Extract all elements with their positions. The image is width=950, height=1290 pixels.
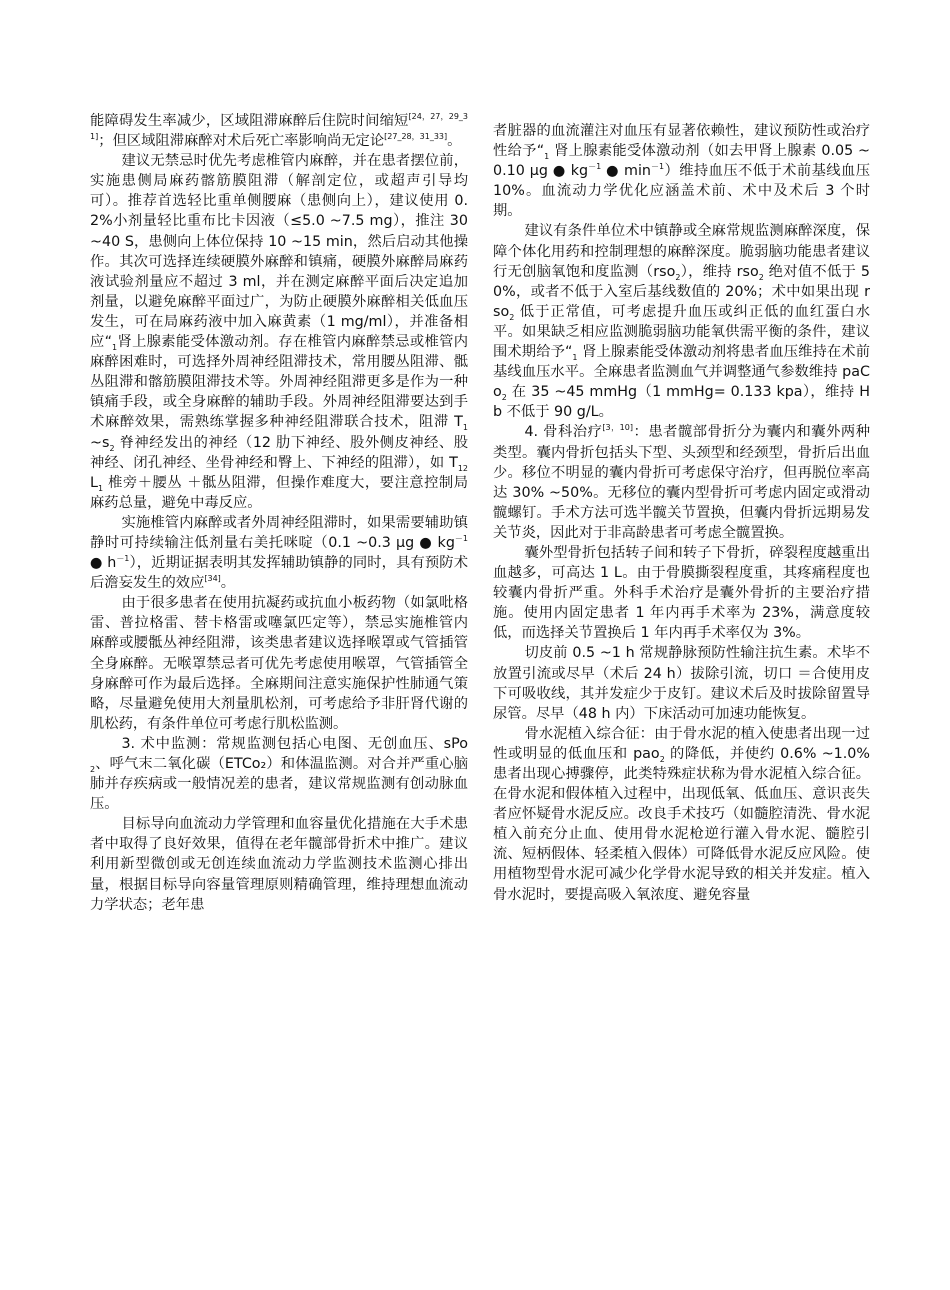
superscript: －1: [588, 162, 602, 172]
text-run: 骨水泥植入综合征：由于骨水泥的植入使患者出现一过性或明显的低血压和 pao: [493, 725, 870, 762]
paragraph: 目标导向血流动力学管理和血容量优化措施在大手术患者中取得了良好效果，值得在老年髋部骨折术中推广。建议利用新型微创或无创连续血流动力学监测技术监测心排出量，根据目标导向容量管理原则精确管理，维持理想血流动力学状态；老年患: [90, 816, 468, 913]
paragraph: [493, 221, 870, 422]
subscript: 12: [457, 463, 468, 473]
text-run: 。: [447, 133, 462, 150]
subscript: 2: [109, 443, 115, 453]
paragraph: [493, 724, 870, 905]
subscript: 2: [758, 272, 764, 282]
text-run: 能障碍发生率减少，区域阻滞麻醉后住院时间缩短: [90, 113, 409, 129]
text-run: ~s: [90, 434, 110, 451]
text-run: 低于正常值，可考虑提升血压或纠正低的血红蛋白水平。如果缺乏相应监测脆弱脑功能氧供需平衡的条件，建议围术期给予“: [493, 303, 870, 361]
citation: [27_28，31_33]: [384, 132, 448, 142]
paragraph: [90, 734, 468, 814]
left-column: [90, 111, 468, 915]
text-run: ），维持 rso: [680, 263, 759, 280]
text-run: 椎旁＋腰丛 ＋骶丛阻滞，但操作难度大，要注意控制局麻药总量，避免中毒反应。: [90, 474, 468, 511]
subscript: 1: [462, 423, 468, 433]
subscript: 1: [544, 151, 550, 161]
text-run: 实施椎管内麻醉或者外周神经阻滞时，如果需要辅助镇静时可持续输注低剂量右美托咪啶（0.1 ~0.3 μg ● kg: [90, 514, 468, 551]
superscript: －1: [454, 534, 468, 544]
right-column: [493, 121, 870, 905]
text-run: ● h: [90, 555, 117, 572]
paragraph: 囊外型骨折包括转子间和转子下骨折，碎裂程度越重出血越多，可高达 1 L。由于骨膜撕裂程度重，其疼痛程度也较囊内骨折严重。外科手术治疗是囊外骨折的主要治疗措施。使用内固定患者 1 年内再手术率为 23%，满意度较低，而选择关节置换后 1 年内再手术率仅为 3%。: [493, 544, 870, 642]
text-run: 3. 术中监测：常规监测包括心电图、无创血压、sPo: [121, 735, 468, 752]
paragraph: [493, 121, 870, 221]
subscript: 1: [572, 352, 578, 362]
text-run: 肾上腺素能受体激动剂（如去甲肾上腺素 0.05 ~0.10 μg ● kg: [493, 143, 870, 180]
subscript: 2: [509, 312, 515, 322]
text-run: 在 35 ~45 mmHg（1 mmHg= 0.133 kpa），维持 Hb 不低于 90 g/L。: [493, 384, 870, 421]
text-run: ：患者髋部骨折分为囊内和囊外两种类型。囊内骨折包括头下型、头颈型和经颈型，骨折后出血少。移位不明显的囊内骨折可考虑保守治疗，但再脱位率高达 30% ~50%。无移位的囊内型骨折可考虑内固定或滑动髋螺钉。手术方法可选半髋关节置换，但囊内骨折远期易发关节炎，因此对于非高龄患者可考虑全髋置换。: [493, 424, 871, 541]
paragraph: [493, 422, 870, 543]
text-run: 肾上腺素能受体激动剂。存在椎管内麻醉禁忌或椎管内麻醉困难时，可选择外周神经阻滞技术，常用腰丛阻滞、骶丛阻滞和髂筋膜阻滞技术等。外周神经阻滞更多是作为一种镇痛手段，或全身麻醉的辅助手段。外周神经阻滞要达到手术麻醉效果，需熟练掌握多种神经阻滞联合技术，阻滞 T: [90, 334, 468, 431]
citation: [34]: [204, 574, 221, 584]
paragraph: [90, 513, 468, 593]
text-run: 、呼气末二氧化碳（ETCo₂）和体温监测。对合并严重心脑肺并存疾病或一般情况差的患者，建议常规监测有创动脉血压。: [90, 756, 468, 813]
superscript: －1: [650, 162, 665, 172]
text-run: 。: [220, 575, 236, 592]
paragraph: 切皮前 0.5 ~1 h 常规静脉预防性输注抗生素。术毕不放置引流或尽早（术后 24 h）拔除引流，切口 ＝合使用皮下可吸收线，其并发症少于皮钉。建议术后及时拔除留置导尿管。尽早（48 h 内）下床活动可加速功能恢复。: [493, 645, 870, 722]
text-run: 绝对值不低于 50%，或者不低于入室后基线数值的 20%；术中如果出现 rso: [493, 263, 871, 320]
subscript: 2: [659, 754, 665, 764]
subscript: 1: [97, 483, 104, 493]
text-run: 肾上腺素能受体激动剂将患者血压维持在术前基线血压水平。全麻患者监测血气并调整通气参数维持 paCo: [493, 344, 871, 401]
text-run: 建议无禁忌时优先考虑椎管内麻醉，并在患者摆位前，实施患侧局麻药髂筋膜阻滞（解剖定位，或超声引导均可）。推荐首选轻比重单侧腰麻（患侧向上），建议使用 0.2%小剂量轻比重布比卡因液（≤5.0 ~7.5 mg），推注 30 ~40 S，患侧向上体位保持 10 ~15 min，然后启动其他操作。其次可选择连续硬膜外麻醉和镇痛，硬膜外麻醉局麻药液试验剂量应不超过 3 ml，并在测定麻醉平面后决定追加剂量，以避免麻醉平面过广，为防止硬膜外麻醉相关低血压发生，可在局麻药液中加入麻黄素（1 mg/ml），并准备相应“: [90, 153, 468, 351]
subscript: 1: [112, 342, 118, 352]
paragraph: [90, 111, 468, 151]
text-run: ；但区域阻滞麻醉对术后死亡率影响尚无定论: [98, 133, 385, 150]
subscript: 2: [675, 272, 681, 282]
text-run: ）维持血压不低于术前基线血压 10%。血流动力学优化应涵盖术前、术中及术后 3 个时期。: [493, 163, 871, 220]
paragraph: 由于很多患者在使用抗凝药或抗血小板药物（如氯吡格雷、普拉格雷、替卡格雷或噻氯匹定等），禁忌实施椎管内麻醉或腰骶丛神经阻滞，该类患者建议选择喉罩或气管插管全身麻醉。无喉罩禁忌者可优先考虑使用喉罩，气管插管全身麻醉可作为最后选择。全麻期间注意实施保护性肺通气策略，尽量避免使用大剂量肌松剂，可考虑给予非肝肾代谢的肌松药，有条件单位可考虑行肌松监测。: [90, 595, 468, 732]
paragraph: [90, 151, 468, 513]
superscript: －1: [116, 554, 130, 564]
text-run: L: [90, 474, 98, 491]
text-run: 脊神经发出的神经（12 肋下神经、股外侧皮神经、股神经、闭孔神经、坐骨神经和臀上、下神经的阻滞），如 T: [90, 434, 468, 471]
text-run: 的降低，并使约 0.6% ~1.0%患者出现心搏骤停，此类特殊症状称为骨水泥植入综合征。在骨水泥和假体植入过程中，出现低氧、低血压、意识丧失者应怀疑骨水泥反应。改良手术技巧（如髓腔清洗、骨水泥植入前充分止血、使用骨水泥枪逆行灌入骨水泥、髓腔引流、短柄假体、轻柔植入假体）可降低骨水泥反应风险。使用植物型骨水泥可减少化学骨水泥导致的相关并发症。植入骨水泥时，要提高吸入氧浓度、避免容量: [493, 745, 870, 903]
text-run: 者脏器的血流灌注对血压有显著依赖性，建议预防性或治疗性给予“: [493, 123, 870, 160]
subscript: 2: [90, 764, 96, 774]
text-run: 建议有条件单位术中镇静或全麻常规监测麻醉深度，保障个体化用药和控制理想的麻醉深度。脆弱脑功能患者建议行无创脑氧饱和度监测（rso: [493, 223, 870, 280]
subscript: 2: [501, 393, 507, 403]
citation: [3，10]: [602, 423, 633, 433]
text-run: ● min: [601, 163, 651, 180]
citation: [24，27，29_31]: [90, 112, 469, 142]
text-run: 4. 骨科治疗: [524, 424, 603, 441]
text-run: ），近期证据表明其发挥辅助镇静的同时，具有预防术后澹妄发生的效应: [90, 555, 468, 592]
